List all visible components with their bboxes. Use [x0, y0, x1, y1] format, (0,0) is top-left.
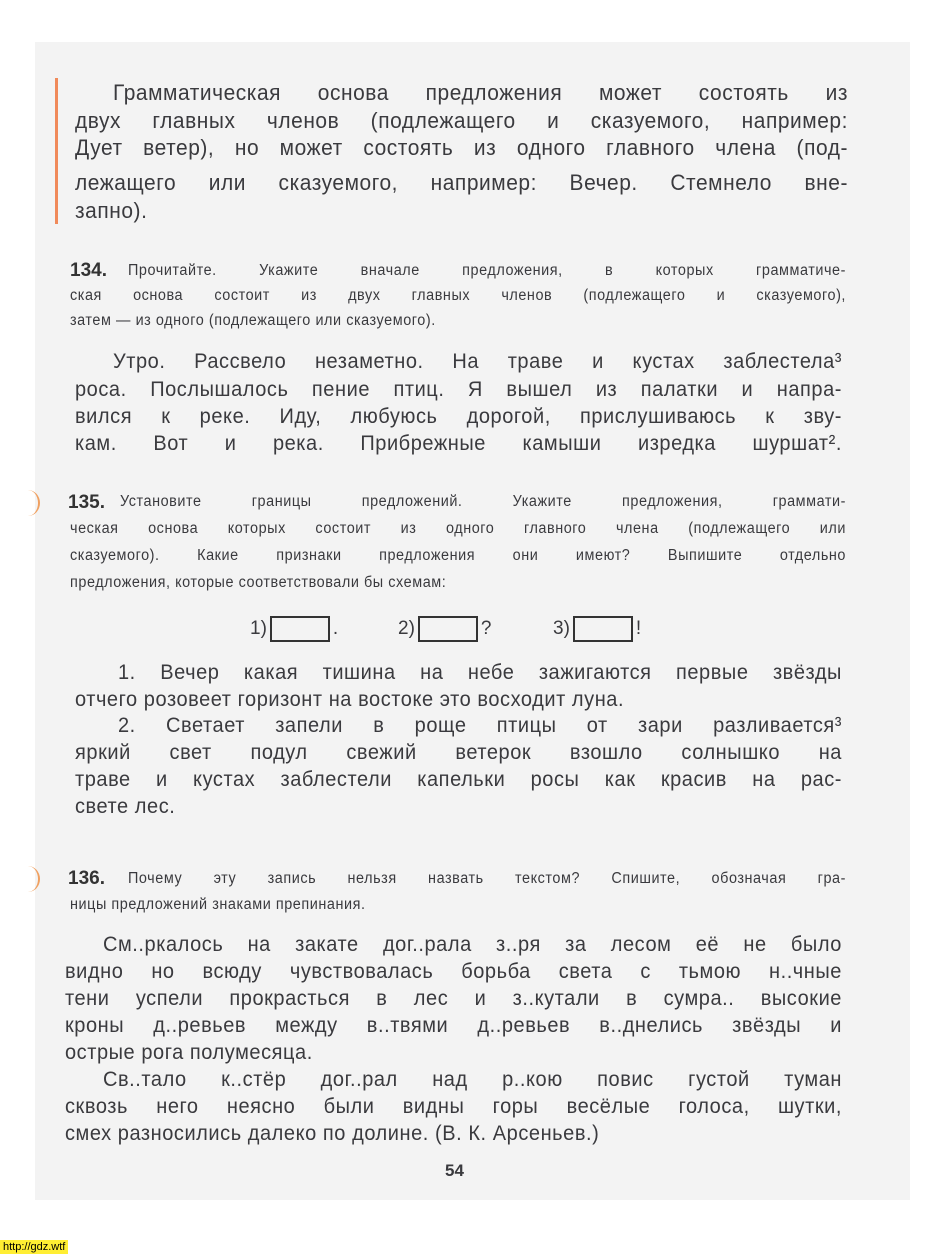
ex135-instruction-line: Установите границы предложений. Укажите предложения, граммати-: [120, 493, 846, 510]
ex134-instruction-line: затем — из одного (подлежащего или сказуемого).: [70, 312, 436, 329]
ex134-text-line: кам. Вот и река. Прибрежные камыши изредка шуршат².: [75, 431, 842, 455]
scheme-box: [418, 616, 478, 642]
ex135-text-line: 1. Вечер какая тишина на небе зажигаются первые звёзды: [118, 660, 842, 684]
ex136-text-line: кроны д..ревьев между в..твями д..ревьев в..днелись звёзды и: [65, 1013, 842, 1037]
footer-link[interactable]: http://gdz.wtf: [0, 1240, 68, 1254]
ex136-instruction-line: Почему эту запись нельзя назвать текстом? Спишите, обозначая гра-: [128, 870, 846, 887]
scheme-label: 2): [398, 618, 415, 640]
ex134-instruction-line: Прочитайте. Укажите вначале предложения, в которых грамматиче-: [128, 262, 846, 279]
scheme-3: [553, 616, 641, 642]
scheme-end: !: [635, 618, 642, 640]
exercise-136-mark: [16, 866, 40, 892]
scheme-box: [573, 616, 633, 642]
ex135-text-line: свете лес.: [75, 794, 176, 818]
ex136-text-line: острые рога полумесяца.: [65, 1040, 313, 1064]
exercise-136-number: 136.: [68, 868, 105, 889]
ex135-instruction-line: сказуемого). Какие признаки предложения они имеют? Выпишите отдельно: [70, 547, 846, 564]
scheme-label: 3): [553, 618, 570, 640]
scheme-end: .: [332, 618, 339, 640]
exercise-135-number: 135.: [68, 492, 105, 513]
exercise-135-mark: [16, 490, 40, 516]
scheme-end: ?: [480, 618, 492, 640]
ex135-text-line: траве и кустах заблестели капельки росы как красив на рас-: [75, 767, 842, 791]
scheme-1: [250, 616, 338, 642]
rule-lines-line: Грамматическая основа предложения может состоять из: [113, 80, 848, 105]
ex134-text-line: роса. Послышалось пение птиц. Я вышел из палатки и напра-: [75, 377, 842, 401]
rule-margin-bar: [55, 78, 58, 224]
ex135-instruction-line: ческая основа которых состоит из одного главного члена (подлежащего или: [70, 520, 846, 537]
ex134-text-line: Утро. Рассвело незаметно. На траве и кустах заблестела³: [113, 349, 842, 373]
rule-lines-line: лежащего или сказуемого, например: Вечер. Стемнело внe-: [75, 170, 848, 195]
rule-lines-line: двух главных членов (подлежащего и сказуемого, например:: [75, 108, 848, 133]
ex134-instruction-line: ская основа состоит из двух главных членов (подлежащего и сказуемого),: [70, 287, 846, 304]
rule-lines-line: запно).: [75, 198, 148, 223]
ex136-text-line: См..ркалось на закате дог..рала з..ря за лесом её не было: [103, 932, 842, 956]
ex136-text-line: видно но всюду чувствовалась борьба света с тьмою н..чные: [65, 959, 842, 983]
ex136-text-line: Св..тало к..стёр дог..рал над р..кою повис густой туман: [103, 1067, 842, 1091]
ex135-instruction-line: предложения, которые соответствовали бы схемам:: [70, 574, 447, 591]
ex135-text-line: 2. Светает запели в роще птицы от зари разливается³: [118, 713, 842, 737]
scheme-box: [270, 616, 330, 642]
page-number: 54: [445, 1161, 464, 1180]
ex135-text-line: яркий свет подул свежий ветерок взошло солнышко на: [75, 740, 842, 764]
scheme-2: [398, 616, 491, 642]
ex136-instruction-line: ницы предложений знаками препинания.: [70, 896, 366, 913]
ex136-text-line: сквозь него неясно были видны горы весёлые голоса, шутки,: [65, 1094, 842, 1118]
rule-lines-line: Дует ветер), но может состоять из одного главного члена (под-: [75, 135, 848, 160]
ex136-text-line: тени успели прокрасться в лес и з..кутали в сумра.. высокие: [65, 986, 842, 1010]
ex136-text-line: смех разносились далеко по долине. (В. К. Арсеньев.): [65, 1121, 600, 1145]
ex134-text-line: вился к реке. Иду, любуюсь дорогой, прислушиваюсь к зву-: [75, 404, 842, 428]
scheme-label: 1): [250, 618, 267, 640]
exercise-134-number: 134.: [70, 260, 107, 281]
ex135-text-line: отчего розовеет горизонт на востоке это восходит луна.: [75, 687, 625, 711]
